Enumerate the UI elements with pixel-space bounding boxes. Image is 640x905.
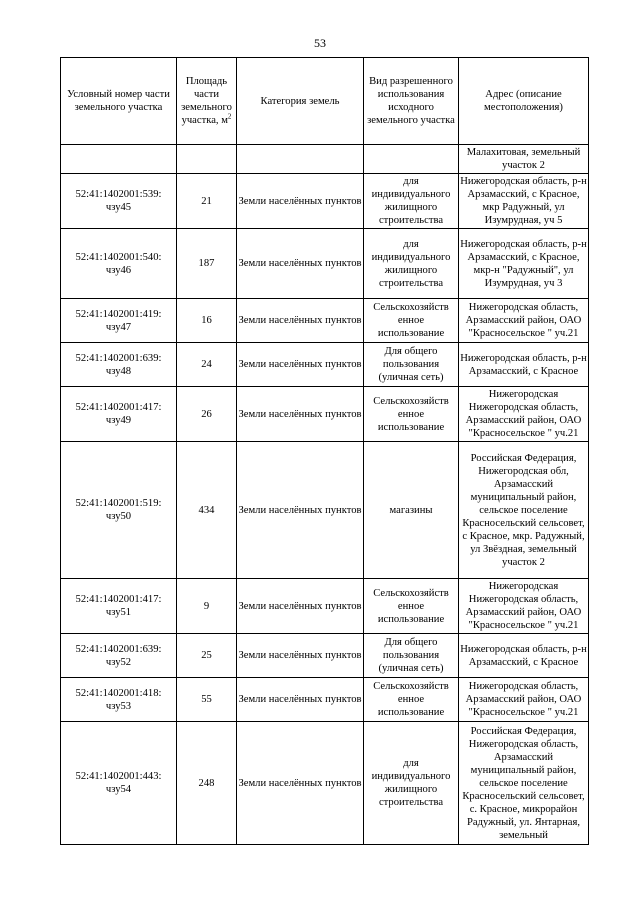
cell-address: Нижегородская Нижегородская область, Арзамасский район, ОАО "Красносельское " уч.21 <box>459 579 589 634</box>
cell-category: Земли населённых пунктов <box>237 343 364 387</box>
table-row <box>61 229 589 299</box>
header-area-sup: 2 <box>227 112 232 121</box>
cell-address: Нижегородская область, р-н Арзамасский, с Красное, мкр Радужный, ул Изумрудная, уч 5 <box>459 174 589 229</box>
cell-area: 24 <box>177 343 237 387</box>
cell-address: Нижегородская область, Арзамасский район, ОАО "Красносельское " уч.21 <box>459 299 589 343</box>
cell-number: 52:41:1402001:539: чзу45 <box>61 174 177 229</box>
cell-category: Земли населённых пунктов <box>237 634 364 678</box>
header-address: Адрес (описание местоположения) <box>459 58 589 145</box>
cell-address: Малахитовая, земельный участок 2 <box>459 145 589 174</box>
cell-number: 52:41:1402001:419: чзу47 <box>61 299 177 343</box>
continuation-row <box>61 145 589 174</box>
cell-area: 25 <box>177 634 237 678</box>
table-row <box>61 634 589 678</box>
cell-use: Сельскохозяйств енное использование <box>364 678 459 722</box>
cell-category: Земли населённых пунктов <box>237 387 364 442</box>
cell-use: для индивидуального жилищного строительства <box>364 722 459 845</box>
cell-number: 52:41:1402001:540: чзу46 <box>61 229 177 299</box>
cell-number: 52:41:1402001:418: чзу53 <box>61 678 177 722</box>
table-row <box>61 387 589 442</box>
cell-area: 187 <box>177 229 237 299</box>
cell-use: Сельскохозяйств енное использование <box>364 579 459 634</box>
cell-number: 52:41:1402001:519: чзу50 <box>61 442 177 579</box>
cell-area: 248 <box>177 722 237 845</box>
cell-use: магазины <box>364 442 459 579</box>
cell-address: Российская Федерация, Нижегородская область, Арзамасский муниципальный район, сельское поселение Красносельский сельсовет, с. Красное, микрорайон Радужный, ул. Янтарная, земельный <box>459 722 589 845</box>
cell-number: 52:41:1402001:417: чзу51 <box>61 579 177 634</box>
cell-use: Сельскохозяйств енное использование <box>364 299 459 343</box>
cell-number <box>61 145 177 174</box>
table-row <box>61 722 589 845</box>
cell-area: 26 <box>177 387 237 442</box>
cell-use <box>364 145 459 174</box>
cell-category: Земли населённых пунктов <box>237 442 364 579</box>
table-row <box>61 174 589 229</box>
cell-use: Для общего пользования (уличная сеть) <box>364 343 459 387</box>
land-parcels-table <box>60 57 589 845</box>
table-row <box>61 678 589 722</box>
cell-area: 21 <box>177 174 237 229</box>
cell-use: Сельскохозяйств енное использование <box>364 387 459 442</box>
cell-category: Земли населённых пунктов <box>237 174 364 229</box>
cell-category: Земли населённых пунктов <box>237 229 364 299</box>
cell-use: для индивидуального жилищного строительства <box>364 229 459 299</box>
header-number: Условный номер части земельного участка <box>61 58 177 145</box>
cell-area: 55 <box>177 678 237 722</box>
table-row <box>61 442 589 579</box>
cell-number: 52:41:1402001:443: чзу54 <box>61 722 177 845</box>
cell-area: 434 <box>177 442 237 579</box>
cell-address: Российская Федерация, Нижегородская обл, Арзамасский муниципальный район, сельское поселение Красносельский сельсовет, с Красное, мкр. Радужный, ул Звёздная, земельный участок 2 <box>459 442 589 579</box>
table-row <box>61 343 589 387</box>
cell-address: Нижегородская область, р-н Арзамасский, с Красное, мкр-н "Радужный", ул Изумрудная, уч 3 <box>459 229 589 299</box>
cell-area: 16 <box>177 299 237 343</box>
header-category: Категория земель <box>237 58 364 145</box>
header-use: Вид разрешенного использования исходного земельного участка <box>364 58 459 145</box>
table-row <box>61 299 589 343</box>
cell-number: 52:41:1402001:639: чзу48 <box>61 343 177 387</box>
cell-use: Для общего пользования (уличная сеть) <box>364 634 459 678</box>
cell-category: Земли населённых пунктов <box>237 579 364 634</box>
table-row <box>61 579 589 634</box>
header-area <box>177 58 237 145</box>
cell-address: Нижегородская Нижегородская область, Арзамасский район, ОАО "Красносельское " уч.21 <box>459 387 589 442</box>
cell-category: Земли населённых пунктов <box>237 722 364 845</box>
cell-address: Нижегородская область, Арзамасский район, ОАО "Красносельское " уч.21 <box>459 678 589 722</box>
cell-area <box>177 145 237 174</box>
table-header-row <box>61 58 589 145</box>
cell-category: Земли населённых пунктов <box>237 299 364 343</box>
cell-area: 9 <box>177 579 237 634</box>
cell-category <box>237 145 364 174</box>
cell-number: 52:41:1402001:417: чзу49 <box>61 387 177 442</box>
cell-address: Нижегородская область, р-н Арзамасский, с Красное <box>459 343 589 387</box>
cell-use: для индивидуального жилищного строительства <box>364 174 459 229</box>
header-area-text: Площадь части земельного участка, м <box>181 76 232 126</box>
cell-address: Нижегородская область, р-н Арзамасский, с Красное <box>459 634 589 678</box>
cell-category: Земли населённых пунктов <box>237 678 364 722</box>
cell-number: 52:41:1402001:639: чзу52 <box>61 634 177 678</box>
page-number: 53 <box>314 36 326 50</box>
